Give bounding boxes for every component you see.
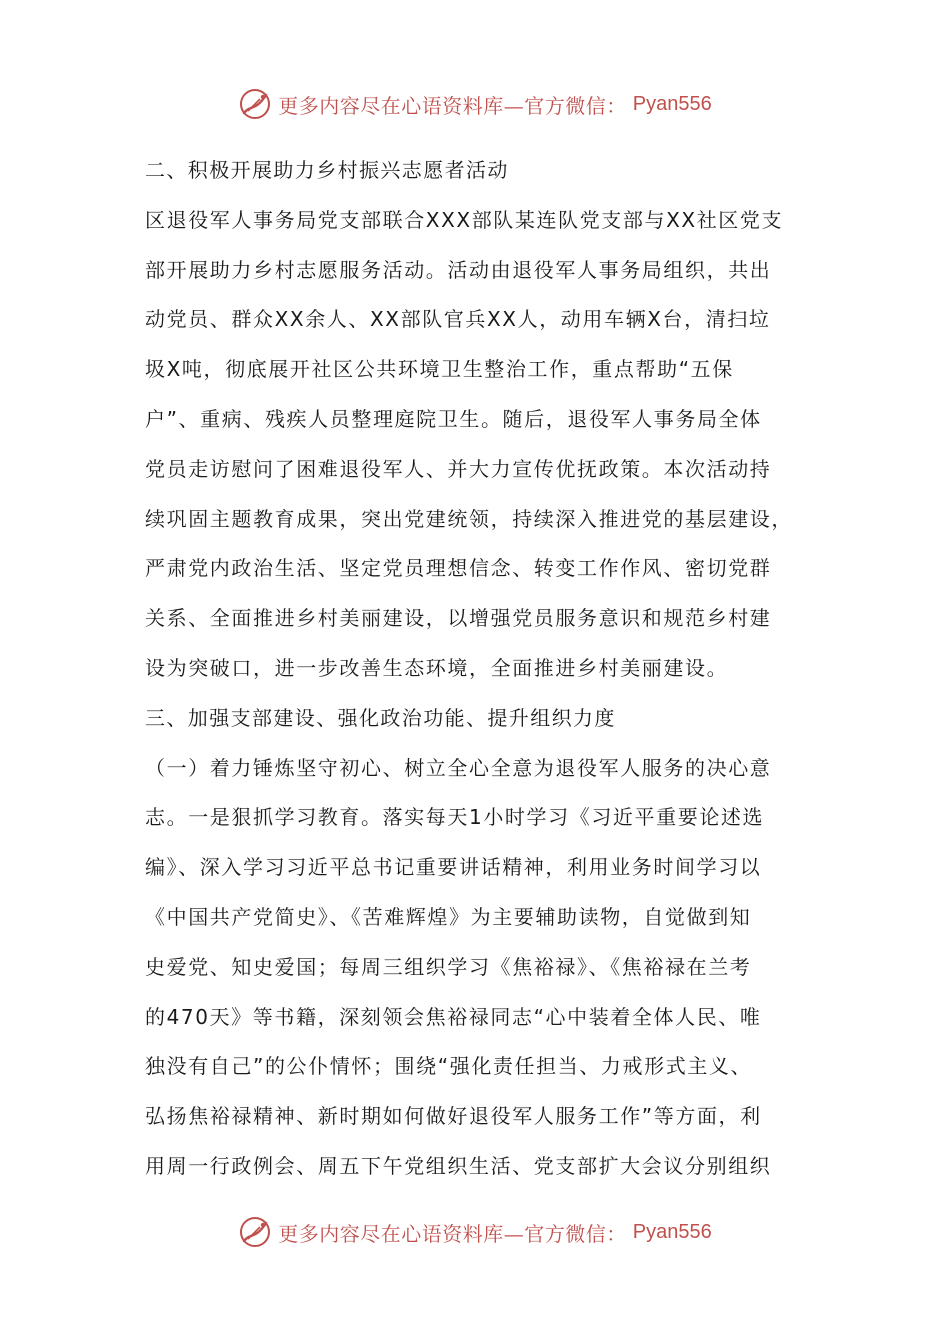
paragraph-line: 圾X吨，彻底展开社区公共环境卫生整治工作，重点帮助“五保 — [145, 357, 734, 382]
paragraph-line: 独没有自己”的公仆情怀；围绕“强化责任担当、力戒形式主义、 — [145, 1054, 753, 1079]
watermark-text: 更多内容尽在心语资料库—官方微信： — [278, 93, 627, 118]
paragraph-line: 设为突破口，进一步改善生态环境，全面推进乡村美丽建设。 — [145, 655, 729, 680]
paragraph-line: 志。一是狠抓学习教育。落实每天1小时学习《习近平重要论述选 — [145, 805, 765, 830]
pen-signature-icon — [238, 1215, 272, 1249]
paragraph-line: 严肃党内政治生活、坚定党员理想信念、转变工作作风、密切党群 — [145, 556, 772, 581]
paragraph-line: 弘扬焦裕禄精神、新时期如何做好退役军人服务工作”等方面，利 — [145, 1104, 762, 1129]
header-watermark — [0, 84, 950, 124]
footer-watermark — [0, 1212, 950, 1252]
paragraph-line: 用周一行政例会、周五下午党组织生活、党支部扩大会议分别组织 — [145, 1153, 772, 1178]
paragraph-line: 史爱党、知史爱国；每周三组织学习《焦裕禄》、《焦裕禄在兰考 — [145, 954, 752, 979]
watermark-wechat-id: Pyan556 — [632, 92, 712, 115]
paragraph-line: 区退役军人事务局党支部联合XXX部队某连队党支部与XX社区党支 — [145, 207, 784, 232]
paragraph-line: （一）着力锤炼坚守初心、树立全心全意为退役军人服务的决心意 — [145, 755, 772, 780]
section-heading: 三、加强支部建设、强化政治功能、提升组织力度 — [145, 705, 616, 730]
paragraph-line: 的470天》等书籍，深刻领会焦裕禄同志“心中装着全体人民、唯 — [145, 1004, 762, 1029]
paragraph-line: 动党员、群众XX余人、XX部队官兵XX人，动用车辆X台，清扫垃 — [145, 307, 771, 332]
paragraph-line: 关系、全面推进乡村美丽建设，以增强党员服务意识和规范乡村建 — [145, 606, 772, 631]
paragraph-line: 党员走访慰问了困难退役军人、并大力宣传优抚政策。本次活动持 — [145, 456, 772, 481]
paragraph-line: 《中国共产党简史》、《苦难辉煌》为主要辅助读物，自觉做到知 — [145, 904, 752, 929]
watermark-text: 更多内容尽在心语资料库—官方微信： — [278, 1221, 627, 1246]
paragraph-line: 户”、重病、残疾人员整理庭院卫生。随后，退役军人事务局全体 — [145, 406, 762, 431]
watermark-wechat-id: Pyan556 — [632, 1220, 712, 1243]
pen-signature-icon — [238, 87, 272, 121]
section-heading: 二、积极开展助力乡村振兴志愿者活动 — [145, 158, 509, 182]
document-body — [145, 146, 807, 1192]
paragraph-line: 部开展助力乡村志愿服务活动。活动由退役军人事务局组织，共出 — [145, 257, 772, 282]
paragraph-line: 编》、深入学习习近平总书记重要讲话精神，利用业务时间学习以 — [145, 855, 762, 880]
paragraph-line: 续巩固主题教育成果，突出党建统领，持续深入推进党的基层建设， — [145, 506, 793, 531]
